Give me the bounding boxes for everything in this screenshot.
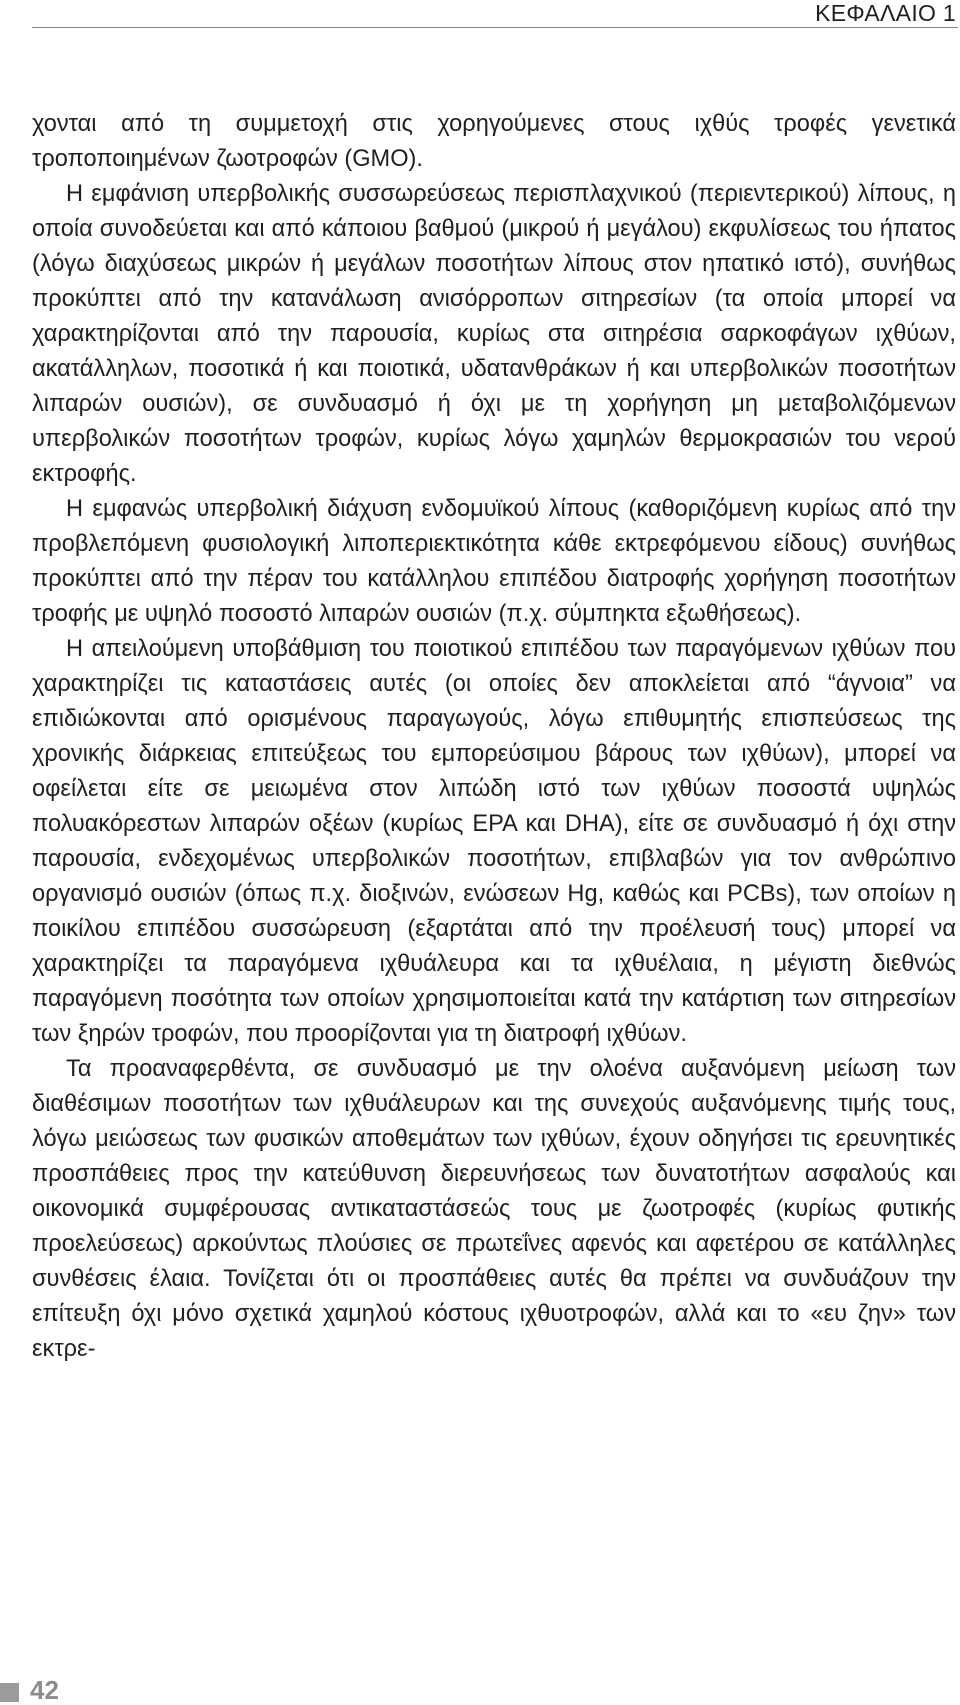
paragraph-visceral-fat: Η εμφάνιση υπερβολικής συσσωρεύσεως περισπλαχνικού (περιεντερικού) λίπους, η οποία συνοδεύεται και από κάποιου βαθμού (μικρού ή μεγάλου) εκφυλίσεως του ήπατος (λόγω διαχύσεως μικρών ή μεγάλων ποσοτήτων λίπους στον ηπατικό ιστό), συνήθως προκύπτει από την κατανάλωση ανισόρροπων σιτηρεσίων (τα οποία μπορεί να χαρακτηρίζονται από την παρουσία, κυρίως στα σιτηρέσια σαρκοφάγων ιχθύων, ακατάλληλων, ποσοτικά ή και ποιοτικά, υδατανθράκων ή και υπερβολικών ποσοτήτων λιπαρών ουσιών), σε συνδυασμό ή όχι με τη χορήγηση μη μεταβολιζόμενων υπερβολικών ποσοτήτων τροφών, κυρίως λόγω χαμηλών θερμοκρασιών του νερού εκτροφής. xyxy=(32,181,956,487)
paragraph-intramuscular-fat: Η εμφανώς υπερβολική διάχυση ενδομυϊκού λίπους (καθοριζόμενη κυρίως από την προβλεπόμενη φυσιολογική λιποπεριεκτικότητα κάθε εκτρεφόμενου είδους) συνήθως προκύπτει από την πέραν του κατάλληλου επιπέδου διατροφής χορήγηση ποσοτήτων τροφής με υψηλό ποσοστό λιπαρών ουσιών (π.χ. σύμπηκτα εξωθήσεως). xyxy=(32,496,956,627)
paragraph-fishmeal-replacement: Τα προαναφερθέντα, σε συνδυασμό με την ολοένα αυξανόμενη μείωση των διαθέσιμων ποσοτήτων των ιχθυάλευρων και της συνεχούς αυξανόμενης τιμής τους, λόγω μειώσεως των φυσικών αποθεμάτων των ιχθύων, έχουν οδηγήσει τις ερευνητικές προσπάθειες προς την κατεύθυνση διερευνήσεως των δυνατοτήτων ασφαλούς και οικονομικά συμφέρουσας αντικαταστάσεώς τους με ζωοτροφές (κυρίως φυτικής προελεύσεως) αρκούντως πλούσιες σε πρωτεΐνες αφενός και αφετέρου σε κατάλληλες συνθέσεις έλαια. Τονίζεται ότι οι προσπάθειες αυτές θα πρέπει να συνδυάζουν την επίτευξη όχι μόνο σχετικά χαμηλού κόστους ιχθυοτροφών, αλλά και το «ευ ζην» των εκτρε- xyxy=(32,1056,956,1362)
paragraph-quality-degradation: Η απειλούμενη υποβάθμιση του ποιοτικού επιπέδου των παραγόμενων ιχθύων που χαρακτηρίζει τις καταστάσεις αυτές (οι οποίες δεν αποκλείεται από “άγνοια” να επιδιώκονται από ορισμένους παραγωγούς, λόγω επιθυμητής επισπεύσεως της χρονικής διάρκειας επιτεύξεως του εμπορεύσιμου βάρους των ιχθύων), μπορεί να οφείλεται είτε σε μειωμένα στον λιπώδη ιστό των ιχθύων ποσοστά υψηλώς πολυακόρεστων λιπαρών οξέων (κυρίως EPA και DHA), είτε σε συνδυασμό ή όχι στην παρουσία, ενδεχομένως υπερβολικών ποσοτήτων, επιβλαβών για τον ανθρώπινο οργανισμό ουσιών (όπως π.χ. διοξινών, ενώσεων Hg, καθώς και PCBs), των οποίων η ποικίλου επιπέδου συσσώρευση (εξαρτάται από την προέλευσή τους) μπορεί να χαρακτηρίζει τα παραγόμενα ιχθυάλευρα και τα ιχθυέλαια, η μέγιστη διεθνώς παραγόμενη ποσότητα των οποίων χρησιμοποιείται κατά την κατάρτιση των σιτηρεσίων των ξηρών τροφών, που προορίζονται για τη διατροφή ιχθύων. xyxy=(32,636,956,1047)
running-header xyxy=(32,0,958,28)
body-text xyxy=(32,107,956,1367)
footer-square-marker xyxy=(0,1683,19,1702)
page-footer xyxy=(0,1672,960,1703)
page-number: 42 xyxy=(30,1675,59,1705)
paragraph-continuation: χονται από τη συμμετοχή στις χορηγούμενες στους ιχθύς τροφές γενετικά τροποποιημένων ζωοτροφών (GMO). xyxy=(32,111,956,172)
chapter-title: ΚΕΦΑΛΑΙΟ 1 xyxy=(815,0,956,26)
